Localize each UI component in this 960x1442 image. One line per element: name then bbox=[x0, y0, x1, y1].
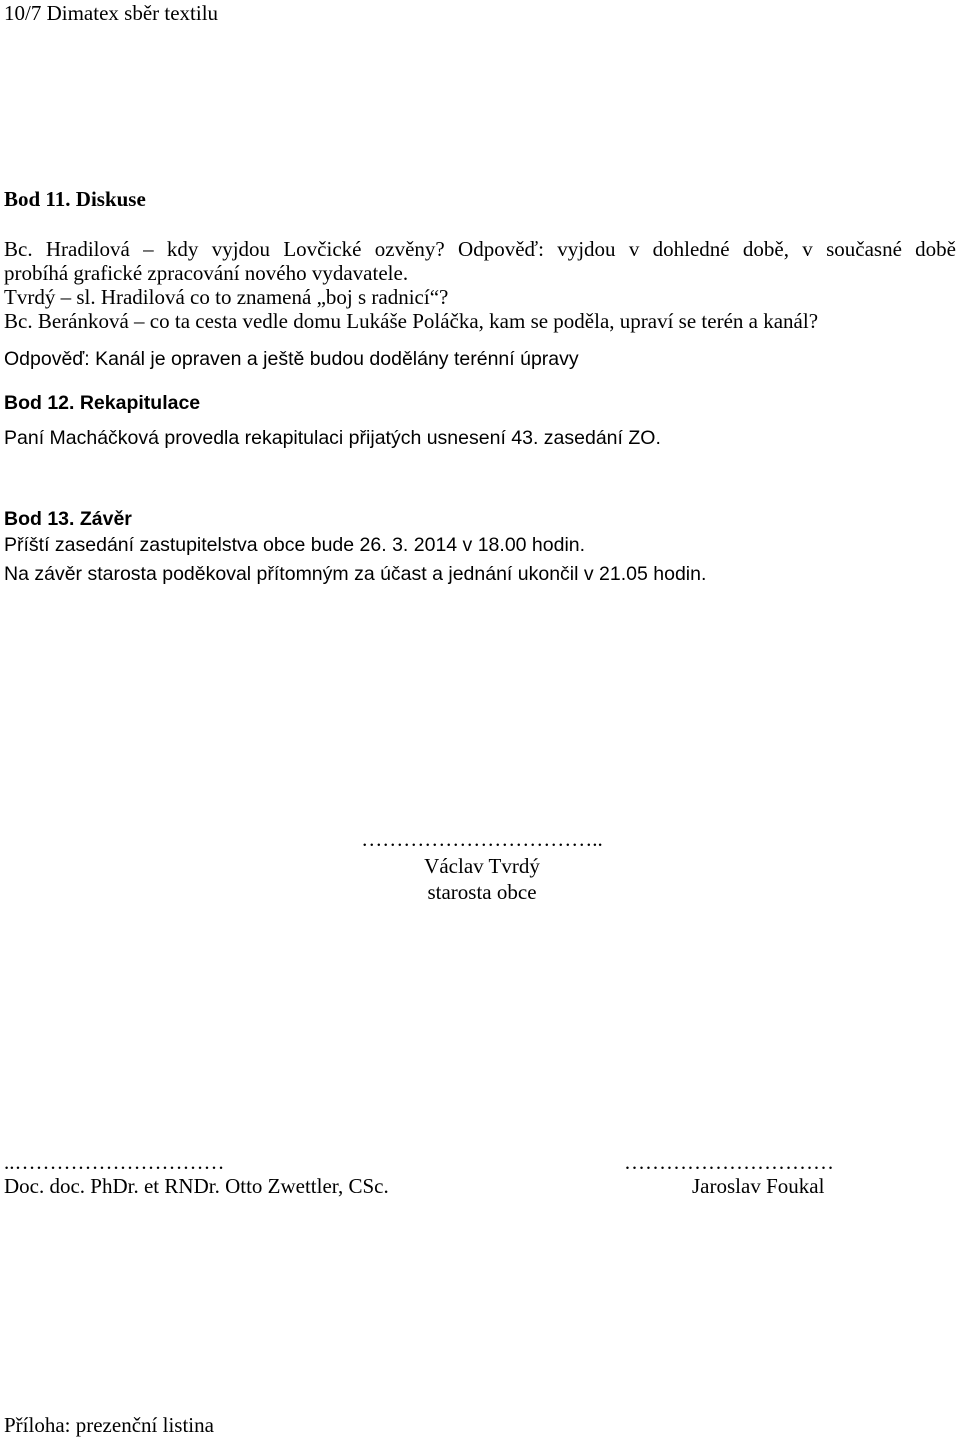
recap-text: Paní Macháčková provedla rekapitulaci přijatých usnesení 43. zasedání ZO. bbox=[4, 427, 661, 449]
discussion-line-1: Bc. Hradilová – kdy vyjdou Lovčické ozvěny? Odpověď: vyjdou v dohledné době, v současné době bbox=[4, 237, 956, 261]
verifier-left-signature-line: ..………………………… bbox=[4, 1150, 225, 1174]
section-heading-bod11: Bod 11. Diskuse bbox=[4, 187, 146, 211]
mayor-role: starosta obce bbox=[427, 880, 537, 904]
section-heading-bod12: Bod 12. Rekapitulace bbox=[4, 392, 201, 414]
discussion-line-4: Bc. Beránková – co ta cesta vedle domu Lukáše Poláčka, kam se poděla, upraví se terén a kanál? bbox=[4, 309, 819, 333]
mayor-name: Václav Tvrdý bbox=[424, 854, 540, 878]
closing-text: Na závěr starosta poděkoval přítomným za účast a jednání ukončil v 21.05 hodin. bbox=[4, 563, 707, 585]
discussion-line-3: Tvrdý – sl. Hradilová co to znamená „boj s radnicí“? bbox=[4, 285, 449, 309]
verifier-left-name: Doc. doc. PhDr. et RNDr. Otto Zwettler, CSc. bbox=[4, 1174, 389, 1198]
mayor-signature-line: …………………………….. bbox=[361, 827, 603, 851]
page-header-note: 10/7 Dimatex sběr textilu bbox=[4, 1, 219, 25]
discussion-line-2: probíhá grafické zpracování nového vydavatele. bbox=[4, 261, 409, 285]
section-heading-bod13: Bod 13. Závěr bbox=[4, 508, 132, 530]
next-meeting-text: Příští zasedání zastupitelstva obce bude 26. 3. 2014 v 18.00 hodin. bbox=[4, 534, 586, 556]
discussion-answer: Odpověď: Kanál je opraven a ještě budou dodělány terénní úpravy bbox=[4, 348, 579, 370]
verifier-right-signature-line: ………………………… bbox=[624, 1150, 834, 1174]
verifier-right-name: Jaroslav Foukal bbox=[692, 1174, 825, 1198]
attachment-note: Příloha: prezenční listina bbox=[4, 1413, 214, 1437]
